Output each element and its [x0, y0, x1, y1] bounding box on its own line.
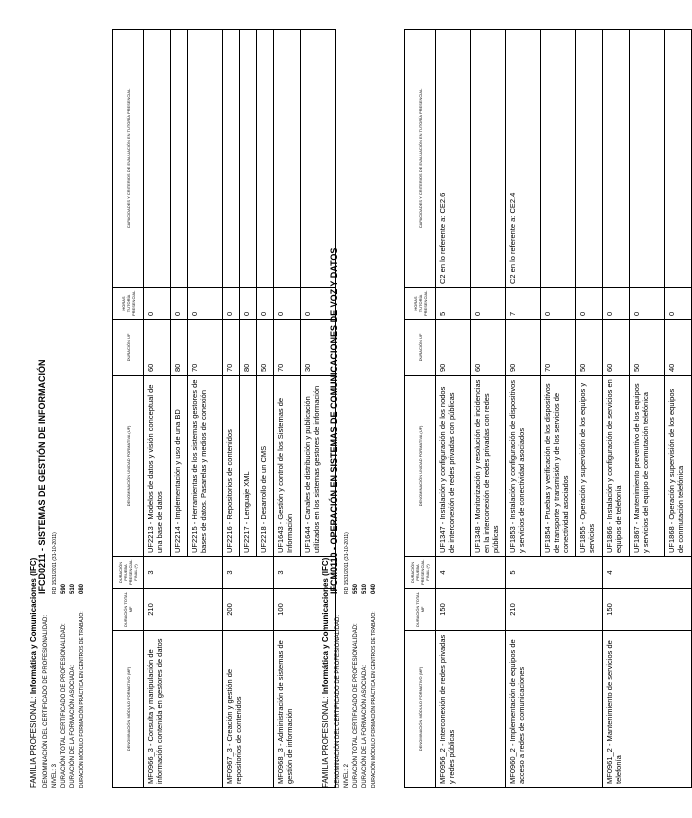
duracion-total-label: DURACIÓN TOTAL CERTIFICADO DE PROFESIONALIDAD:: [353, 623, 359, 788]
uf-name: UF1644 - Canales de distribución y publicación utilizados en los sistemas gestores de información: [303, 385, 321, 553]
table-row: [144, 30, 223, 788]
header-capacidades: CAPACIDADES Y CRITERIOS DE EVALUACIÓN EN TUTORÍA PRESENCIAL: [113, 30, 144, 288]
familia-label: FAMILIA PROFESIONAL:: [321, 696, 330, 788]
certificate-title: [330, 248, 338, 594]
uf-duration: 50: [630, 320, 665, 375]
header-mf: DENOMINACIÓN MÓDULO FORMATIVO (MF): [405, 631, 436, 788]
uf-name: UF1854 - Pruebas y verificación de los dispositivos de transporte y transmisión y de los servicios de conectividad asociados: [541, 376, 576, 556]
uf-duration: 60: [144, 320, 171, 375]
certificate-code: IFCD0211: [37, 553, 47, 594]
header-tutoria: HORAS TUTORÍA PRESENCIAL: [405, 288, 436, 320]
uf-tutoria: 0: [541, 288, 576, 319]
module-name: MF0956_2 - Interconexión de redes privadas y redes públicas: [436, 631, 506, 788]
uf-name: UF1867 - Mantenimiento preventivo de los equipos y servicios del equipo de conmutación telefónica: [630, 376, 665, 556]
uf-duration: 50: [259, 363, 268, 372]
uf-capacidad: C2 en lo referente a: CE2.6: [436, 30, 471, 287]
uf-capacidad: [576, 30, 602, 287]
familia-label: FAMILIA PROFESIONAL:: [29, 696, 38, 788]
practicas-label: DURACIÓN MÓDULO FORMACIÓN PRÁCTICA EN CENTROS DE TRABAJO:: [79, 611, 85, 788]
certificate-header: [30, 30, 112, 788]
denominacion-label: DENOMINACIÓN DEL CERTIFICADO DE PROFESIONALIDAD:: [43, 614, 49, 788]
uf-tutoria: 0: [240, 288, 257, 319]
uf-tutorias: [223, 288, 274, 320]
module-name: MF0961_2 - Mantenimiento de servicios de telefonía: [603, 631, 692, 788]
practicas-value: 040: [371, 583, 377, 594]
uf-name: UF2214 - Implementación y uso de una BD: [171, 376, 188, 556]
module-name: MF0967_3 - Creación y gestión de repositorios de contenidos: [223, 631, 274, 788]
header-uf: DENOMINACIÓN UNIDAD FORMATIVA (UF): [405, 376, 436, 557]
module-total: 100: [274, 589, 336, 631]
uf-tutorias: [436, 288, 506, 320]
uf-tutoria: 0: [303, 311, 312, 316]
uf-capacidad: [144, 30, 171, 287]
nivel-label: NIVEL: 3: [52, 763, 58, 788]
uf-tutoria: 0: [190, 311, 199, 316]
uf-names: [144, 376, 223, 557]
duracion-formacion-value: 510: [70, 583, 76, 594]
table-row: [436, 30, 506, 788]
uf-capacidades: [506, 30, 603, 288]
uf-durations: [603, 320, 692, 376]
certificate-block-ifcm0110: [322, 30, 692, 788]
module-prueba: 5: [506, 557, 603, 589]
uf-capacidades: [603, 30, 692, 288]
uf-tutorias: [144, 288, 223, 320]
table-row: [223, 30, 274, 788]
uf-name: UF2217 - Lenguaje XML: [240, 376, 257, 556]
uf-capacidad: [541, 30, 576, 287]
practicas-value: 080: [79, 583, 85, 594]
header-tutoria: HORAS TUTORÍA PRESENCIAL: [113, 288, 144, 320]
header-total-mf: DURACIÓN TOTAL MF: [405, 589, 436, 631]
uf-names: [436, 376, 506, 557]
uf-name: UF2216 - Repositorios de contenidos: [223, 376, 240, 556]
uf-names: [223, 376, 274, 557]
uf-durations: [223, 320, 274, 376]
certificate-code: IFCM0110: [329, 552, 339, 594]
uf-names: [603, 376, 692, 557]
uf-name: UF1868 - Operación y supervisión de los equipos de conmutación telefónica: [667, 388, 685, 553]
header-total-mf: DURACIÓN TOTAL MF: [113, 589, 144, 631]
uf-capacidad: [223, 30, 240, 287]
uf-durations: [436, 320, 506, 376]
uf-name: UF1866 - Instalación y configuración de servicios en equipos de telefonía: [603, 376, 630, 556]
uf-capacidad: [257, 30, 273, 287]
uf-name: UF2215 - Herramientas de los sistemas gestores de bases de datos. Pasarelas y medios de conexión: [190, 379, 208, 553]
denominacion-label: DENOMINACIÓN DEL CERTIFICADO DE PROFESIONALIDAD:: [335, 614, 341, 788]
uf-capacidad: [171, 30, 188, 287]
header-duracion-uf: DURACIÓN UF: [113, 320, 144, 376]
uf-duration: 70: [274, 320, 301, 375]
modules-table: [404, 29, 692, 788]
header-prueba: DURACIÓN PRUEBA PRESENCIAL FINAL (*): [405, 557, 436, 589]
uf-name: UF1348 - Monitorización y resolución de incidencias en la interconexión de redes privadas con redes públicas: [473, 379, 500, 553]
module-total: 150: [603, 589, 692, 631]
certificate-name: - SISTEMAS DE GESTIÓN DE INFORMACIÓN: [37, 359, 47, 551]
header-prueba: DURACIÓN PRUEBA PRESENCIAL FINAL (*): [113, 557, 144, 589]
header-capacidades: CAPACIDADES Y CRITERIOS DE EVALUACIÓN EN TUTORÍA PRESENCIAL: [405, 30, 436, 288]
uf-name: UF1853 - Instalación y configuración de dispositivos y servicios de conectividad asociados: [506, 376, 541, 556]
familia-value: Informática y Comunicaciones (IFC): [29, 557, 38, 695]
module-prueba: 3: [223, 557, 274, 589]
uf-capacidad: [188, 30, 222, 287]
uf-duration: 90: [506, 320, 541, 375]
uf-duration: 70: [190, 363, 199, 372]
uf-tutorias: [603, 288, 692, 320]
uf-capacidad: [630, 30, 665, 287]
rd-text: RD 1531/2011 (31-10-2011): [344, 532, 350, 594]
duracion-total-value: 590: [61, 583, 67, 594]
module-name: MF0968_3 - Administración de sistemas de gestión de información: [274, 631, 336, 788]
uf-duration: 80: [240, 320, 257, 375]
modules-table: [112, 29, 336, 788]
duracion-total-label: DURACIÓN TOTAL CERTIFICADO DE PROFESIONALIDAD:: [61, 623, 67, 788]
uf-name: UF1855 - Operación y supervisión de los equipos y servicios: [578, 382, 596, 553]
uf-tutoria: 0: [630, 288, 665, 319]
table-row: [603, 30, 692, 788]
nivel-label: NIVEL: 2: [344, 763, 350, 788]
uf-capacidad: C2 en lo referente a: CE2.4: [506, 30, 541, 287]
uf-duration: 60: [603, 320, 630, 375]
uf-tutoria: 0: [171, 288, 188, 319]
certificate-block-ifcd0211: [30, 30, 336, 788]
rd-text: RD 1531/2011 (31-10-2011): [52, 532, 58, 594]
module-prueba: 3: [274, 557, 336, 589]
uf-durations: [144, 320, 223, 376]
uf-capacidades: [144, 30, 223, 288]
uf-duration: 70: [541, 320, 576, 375]
header-mf: DENOMINACIÓN MÓDULO FORMATIVO (MF): [113, 631, 144, 788]
uf-capacidad: [471, 30, 505, 287]
uf-tutoria: 7: [506, 288, 541, 319]
uf-tutoria: 0: [223, 288, 240, 319]
uf-capacidades: [223, 30, 274, 288]
header-uf: DENOMINACIÓN UNIDAD FORMATIVA (UF): [113, 376, 144, 557]
uf-tutoria: 0: [274, 288, 301, 319]
uf-tutorias: [506, 288, 603, 320]
uf-capacidad: [665, 30, 691, 287]
uf-names: [506, 376, 603, 557]
uf-name: UF1347 - Instalación y configuración de los nodos de interconexión de redes privadas con públicas: [436, 376, 471, 556]
certificate-header: [322, 30, 404, 788]
uf-tutoria: 5: [436, 288, 471, 319]
uf-capacidades: [436, 30, 506, 288]
duracion-formacion-label: DURACIÓN DE LA FORMACIÓN ASOCIADA:: [362, 664, 368, 788]
module-name: MF0960_2 - Implementación de equipos de acceso a redes de comunicaciones: [506, 631, 603, 788]
certificate-title: [38, 359, 46, 594]
practicas-label: DURACIÓN MÓDULO FORMACIÓN PRÁCTICA EN CENTROS DE TRABAJO:: [371, 611, 377, 788]
uf-tutoria: 0: [578, 311, 587, 316]
uf-tutoria: 0: [667, 311, 676, 316]
uf-tutoria: 0: [603, 288, 630, 319]
module-prueba: 3: [144, 557, 223, 589]
module-total: 210: [506, 589, 603, 631]
module-prueba: 4: [603, 557, 692, 589]
uf-durations: [506, 320, 603, 376]
duracion-formacion-value: 510: [362, 583, 368, 594]
table-row: [506, 30, 603, 788]
module-total: 200: [223, 589, 274, 631]
uf-duration: 50: [578, 363, 587, 372]
uf-tutoria: 0: [144, 288, 171, 319]
uf-duration: 70: [223, 320, 240, 375]
duracion-total-value: 550: [353, 583, 359, 594]
certificate-name: - OPERACIÓN EN SISTEMAS DE COMUNICACIONES DE VOZ Y DATOS: [329, 247, 339, 550]
uf-duration: 40: [667, 363, 676, 372]
table-header-row: [113, 30, 144, 788]
uf-name: UF1643 - Gestión y control de los Sistemas de Información: [274, 376, 301, 556]
module-total: 150: [436, 589, 506, 631]
uf-duration: 90: [436, 320, 471, 375]
uf-tutoria: 0: [473, 311, 482, 316]
uf-name: UF2218 - Desarrollo de un CMS: [259, 445, 268, 553]
uf-capacidad: [274, 30, 301, 287]
uf-capacidad: [240, 30, 257, 287]
familia-value: Informática y Comunicaciones (IFC): [321, 557, 330, 695]
header-duracion-uf: DURACIÓN UF: [405, 320, 436, 376]
module-total: 210: [144, 589, 223, 631]
table-header-row: [405, 30, 436, 788]
module-name: MF0966_3 - Consulta y manipulación de información contenida en gestores de datos: [144, 631, 223, 788]
uf-tutoria: 0: [259, 311, 268, 316]
uf-name: UF2213 - Modelos de datos y visión conceptual de una base de datos: [144, 376, 171, 556]
module-prueba: 4: [436, 557, 506, 589]
uf-duration: 30: [303, 363, 312, 372]
uf-duration: 60: [473, 363, 482, 372]
uf-duration: 80: [171, 320, 188, 375]
duracion-formacion-label: DURACIÓN DE LA FORMACIÓN ASOCIADA:: [70, 664, 76, 788]
uf-capacidad: [603, 30, 630, 287]
